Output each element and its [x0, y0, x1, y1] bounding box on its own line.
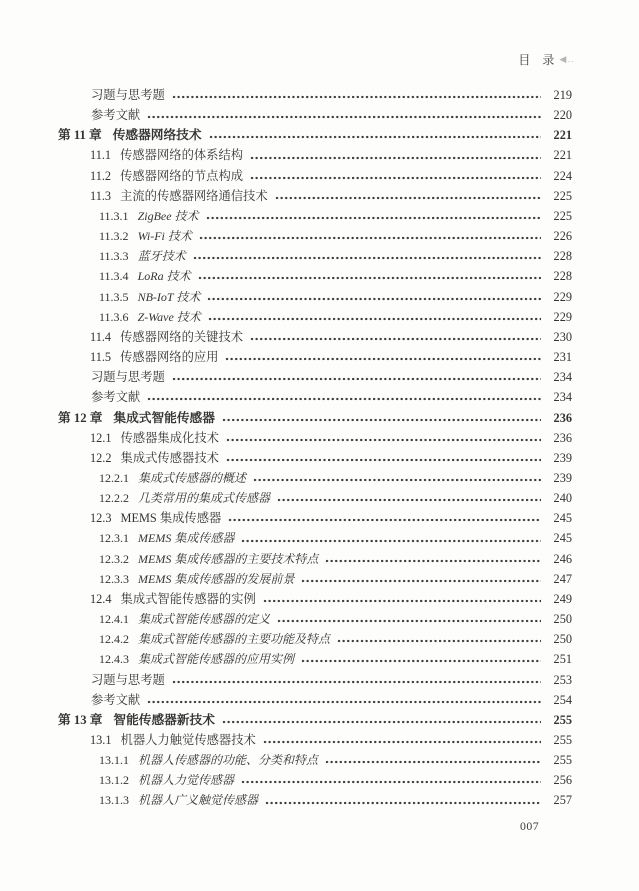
- toc-entry: [58, 347, 572, 367]
- toc-entry-page: 228: [553, 249, 572, 264]
- toc-entry-title: 机器人力觉传感器: [138, 773, 235, 788]
- toc-entry-number: 11.3.3: [99, 249, 129, 264]
- toc-entry: [58, 750, 572, 770]
- toc-entry-title: MEMS 集成传感器的发展前景: [138, 571, 295, 586]
- toc-entry-number: 11.3.4: [99, 269, 129, 284]
- toc-list: [58, 85, 572, 811]
- dot-leader: [147, 115, 541, 119]
- dot-leader: [241, 780, 541, 784]
- toc-entry-number: 13.1.3: [99, 793, 129, 808]
- toc-entry-title: 集成式智能传感器的定义: [138, 612, 271, 627]
- toc-entry-number: 12.4: [90, 591, 112, 606]
- toc-entry-title: 集成式传感器技术: [120, 450, 219, 465]
- toc-entry-page: 225: [553, 188, 572, 203]
- toc-entry-page: 228: [553, 269, 572, 284]
- toc-entry-number: 11.4: [90, 329, 112, 344]
- toc-entry: [58, 226, 572, 246]
- toc-entry: [58, 327, 572, 347]
- toc-entry-number: 13.1.2: [99, 773, 129, 788]
- dot-leader: [199, 236, 541, 240]
- dot-leader: [275, 196, 541, 200]
- toc-entry-page: 247: [553, 571, 572, 586]
- toc-entry-title: 主流的传感器网络通信技术: [120, 188, 268, 203]
- dot-leader: [263, 599, 541, 603]
- dot-leader: [263, 740, 541, 744]
- toc-entry-title: 传感器网络的节点构成: [120, 168, 244, 183]
- toc-entry: [58, 105, 572, 125]
- dot-leader: [147, 700, 541, 704]
- toc-entry-page: 239: [553, 450, 572, 465]
- toc-entry-page: 230: [553, 329, 572, 344]
- toc-entry-title: 习题与思考题: [91, 88, 165, 102]
- toc-entry: [58, 770, 572, 790]
- dots-decoration: ‥: [567, 54, 575, 65]
- toc-entry: [58, 85, 572, 105]
- toc-entry-page: 234: [553, 370, 572, 385]
- toc-entry: [58, 287, 572, 307]
- toc-entry: [58, 569, 572, 589]
- toc-entry-page: 245: [553, 511, 572, 526]
- toc-entry-number: 12.4.1: [99, 612, 129, 627]
- toc-entry-number: 13.1.1: [99, 753, 129, 768]
- dot-leader: [206, 216, 541, 220]
- toc-entry-page: 250: [553, 612, 572, 627]
- toc-entry-title: 传感器网络的应用: [120, 350, 219, 365]
- toc-entry-number: 11.3.2: [99, 229, 129, 244]
- toc-entry-number: 12.2.2: [99, 491, 129, 506]
- toc-entry-number: 12.1: [90, 430, 112, 445]
- toc-entry-title: MEMS 集成传感器的主要技术特点: [138, 551, 319, 566]
- toc-entry-title: 蓝牙技术: [137, 249, 186, 264]
- dot-leader: [172, 680, 541, 684]
- dot-leader: [222, 720, 541, 724]
- toc-entry-page: 255: [553, 712, 572, 727]
- toc-entry-title: LoRa 技术: [137, 269, 191, 284]
- toc-entry-title: 机器人力触觉传感器技术: [120, 733, 256, 747]
- toc-entry: [58, 468, 572, 488]
- toc-entry: [58, 790, 572, 810]
- dot-leader: [301, 659, 541, 663]
- folio-page-number: 007: [520, 819, 540, 833]
- toc-entry-page: 224: [553, 168, 572, 183]
- toc-entry: [58, 508, 572, 528]
- dot-leader: [198, 276, 541, 280]
- toc-entry-title: 习题与思考题: [91, 672, 165, 687]
- toc-entry-title: 集成式智能传感器的主要功能及特点: [138, 632, 331, 647]
- toc-entry-number: 11.2: [90, 168, 112, 183]
- toc-entry-page: 236: [553, 430, 572, 445]
- toc-entry-page: 246: [553, 551, 572, 566]
- dot-leader: [226, 438, 541, 442]
- toc-entry-number: 11.1: [90, 148, 112, 163]
- dot-leader: [207, 297, 541, 301]
- toc-entry-page: 219: [553, 88, 572, 102]
- toc-entry: [58, 206, 572, 226]
- toc-entry-page: 254: [553, 692, 572, 707]
- toc-entry: [58, 246, 572, 266]
- left-triangle-icon: ◀: [559, 54, 567, 64]
- toc-entry-title: 传感器网络的体系结构: [120, 148, 244, 163]
- toc-entry-number: 11.3.1: [99, 208, 129, 223]
- toc-entry: [58, 589, 572, 609]
- dot-leader: [265, 801, 541, 805]
- toc-entry-title: MEMS 集成传感器: [138, 531, 235, 546]
- dot-leader: [325, 760, 541, 764]
- toc-entry: [58, 629, 572, 649]
- toc-entry-title: Z-Wave 技术: [137, 309, 201, 324]
- toc-entry-page: 257: [553, 793, 572, 808]
- dot-leader: [277, 619, 541, 623]
- toc-entry: [58, 125, 572, 145]
- toc-entry-number: 第 12 章: [58, 410, 103, 425]
- toc-entry-page: 236: [553, 410, 572, 425]
- toc-entry-title: 机器人传感器的功能、分类和特点: [138, 753, 319, 768]
- toc-entry-number: 11.3.6: [99, 309, 129, 324]
- toc-entry: [58, 186, 572, 206]
- toc-entry: [58, 549, 572, 569]
- toc-entry-page: 249: [553, 591, 572, 606]
- toc-entry: [58, 387, 572, 407]
- toc-entry-page: 239: [553, 470, 572, 485]
- toc-entry-title: 习题与思考题: [91, 370, 165, 385]
- page-header: [518, 51, 575, 68]
- toc-entry: [58, 428, 572, 448]
- dot-leader: [250, 156, 541, 160]
- toc-entry-number: 12.4.3: [99, 652, 129, 667]
- dot-leader: [253, 478, 541, 482]
- toc-entry: [58, 488, 572, 508]
- arrow-decoration-icon: [559, 54, 575, 65]
- toc-entry-page: 231: [553, 350, 572, 365]
- toc-entry-number: 11.3: [90, 188, 112, 203]
- toc-entry-page: 226: [553, 229, 572, 244]
- dot-leader: [225, 357, 541, 361]
- toc-entry-number: 11.3.5: [99, 289, 129, 304]
- toc-entry-title: 机器人广义触觉传感器: [138, 793, 259, 808]
- toc-entry-page: 251: [553, 652, 572, 667]
- toc-entry: [58, 448, 572, 468]
- toc-entry-title: 参考文献: [91, 692, 141, 707]
- dot-leader: [209, 135, 541, 139]
- toc-entry-title: 集成式传感器的概述: [138, 470, 247, 485]
- toc-entry: [58, 307, 572, 327]
- toc-entry-title: 参考文献: [91, 390, 141, 405]
- toc-entry-title: ZigBee 技术: [137, 208, 199, 223]
- toc-entry-number: 12.3.3: [99, 571, 129, 586]
- toc-entry-title: 集成式智能传感器的应用实例: [138, 652, 295, 667]
- toc-entry-page: 250: [553, 632, 572, 647]
- toc-entry-title: 几类常用的集成式传感器: [138, 491, 271, 506]
- toc-entry-number: 12.4.2: [99, 632, 129, 647]
- toc-entry: [58, 145, 572, 165]
- toc-entry: [58, 670, 572, 690]
- toc-entry: [58, 710, 572, 730]
- toc-entry-page: 220: [553, 108, 572, 123]
- toc-entry-page: 221: [553, 148, 572, 163]
- toc-entry: [58, 528, 572, 548]
- toc-entry-title: 传感器网络的关键技术: [120, 329, 244, 344]
- toc-entry-title: MEMS 集成传感器: [120, 511, 222, 526]
- toc-entry: [58, 690, 572, 710]
- toc-entry-page: 234: [553, 390, 572, 405]
- toc-entry: [58, 367, 572, 387]
- toc-entry-title: 传感器网络技术: [112, 128, 202, 143]
- dot-leader: [147, 397, 541, 401]
- dot-leader: [241, 539, 541, 543]
- toc-entry: [58, 649, 572, 669]
- dot-leader: [172, 377, 541, 381]
- toc-entry-page: 255: [553, 733, 572, 747]
- toc-entry-page: 229: [553, 289, 572, 304]
- toc-entry-page: 229: [553, 309, 572, 324]
- dot-leader: [250, 176, 541, 180]
- toc-entry-title: 智能传感器新技术: [113, 712, 215, 727]
- toc-entry: [58, 609, 572, 629]
- toc-entry-number: 12.3.2: [99, 551, 129, 566]
- dot-leader: [325, 559, 541, 563]
- page-header-title: 目 录: [518, 53, 555, 67]
- toc-entry-page: 256: [553, 773, 572, 788]
- toc-entry-title: 参考文献: [91, 108, 141, 123]
- toc-entry-number: 12.3: [90, 511, 112, 526]
- toc-entry-page: 245: [553, 531, 572, 546]
- dot-leader: [226, 458, 541, 462]
- toc-entry-page: 221: [553, 128, 572, 143]
- dot-leader: [301, 579, 541, 583]
- dot-leader: [193, 256, 541, 260]
- toc-entry: [58, 266, 572, 286]
- toc-entry: [58, 166, 572, 186]
- toc-entry-page: 253: [553, 672, 572, 687]
- toc-entry-number: 第 13 章: [58, 712, 103, 727]
- toc-entry-page: 255: [553, 753, 572, 768]
- dot-leader: [208, 317, 541, 321]
- dot-leader: [250, 337, 541, 341]
- toc-entry-page: 225: [553, 208, 572, 223]
- toc-entry-title: NB-IoT 技术: [137, 289, 201, 304]
- toc-entry-title: 集成式智能传感器的实例: [120, 591, 256, 606]
- dot-leader: [228, 518, 541, 522]
- toc-entry-page: 240: [553, 491, 572, 506]
- dot-leader: [277, 498, 541, 502]
- toc-entry-number: 12.3.1: [99, 531, 129, 546]
- toc-entry: [58, 730, 572, 750]
- toc-entry: [58, 408, 572, 428]
- toc-entry-number: 13.1: [90, 733, 112, 747]
- toc-entry-title: 集成式智能传感器: [113, 410, 215, 425]
- toc-entry-number: 第 11 章: [58, 128, 102, 143]
- toc-entry-number: 12.2.1: [99, 470, 129, 485]
- dot-leader: [337, 639, 541, 643]
- toc-entry-number: 12.2: [90, 450, 112, 465]
- dot-leader: [172, 95, 541, 99]
- toc-entry-title: 传感器集成化技术: [120, 430, 219, 445]
- dot-leader: [222, 418, 541, 422]
- toc-entry-title: Wi-Fi 技术: [137, 229, 192, 244]
- toc-entry-number: 11.5: [90, 350, 112, 365]
